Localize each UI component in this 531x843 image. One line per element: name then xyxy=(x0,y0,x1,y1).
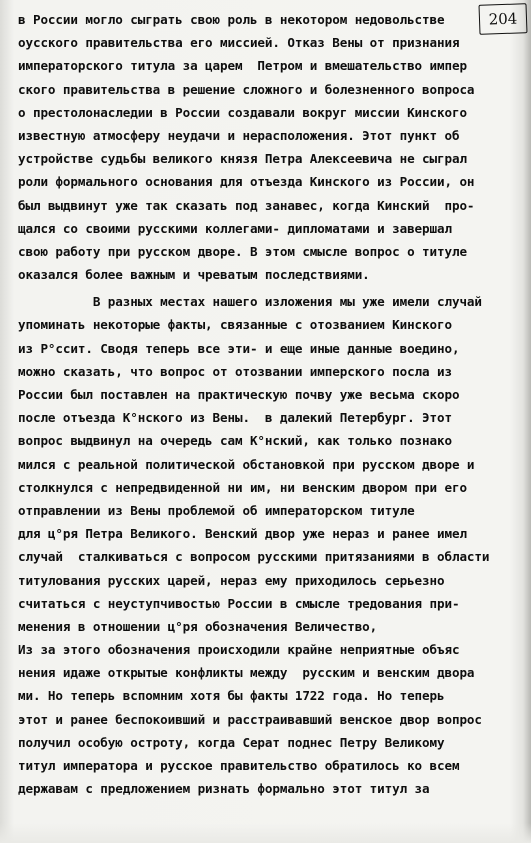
text-line: случай сталкиваться с вопросом русскими притязаниями в области xyxy=(18,549,490,565)
text-line: императорского титула за царем Петром и вмешательство импер xyxy=(18,58,467,74)
text-line: России был поставлен на практическую почву уже весьма скоро xyxy=(18,387,460,402)
text-line: был выдвинут уже так сказать под занавес, когда Кинский про- xyxy=(18,197,475,213)
text-line: считаться с неуступчивостью России в смысле тредования при- xyxy=(18,595,460,611)
text-line: столкнулся с непредвиденной ни им, ни венским двором при его xyxy=(18,479,467,495)
text-line: державам с предложением ризнать формально этот титул за xyxy=(18,781,430,797)
text-line: титулования русских царей, нераз ему приходилось серьезно xyxy=(18,572,445,588)
text-line: роли формального основания для отъезда Кинского из России, он xyxy=(18,174,475,190)
text-line: в России могло сыграть свою роль в некотором недовольстве xyxy=(18,12,445,27)
text-line: отправлении из Вены проблемой об императорском титуле xyxy=(18,502,415,518)
text-line: В разных местах нашего изложения мы уже имели случай xyxy=(18,294,482,310)
text-line: оусского правительства его миссией. Отказ Вены от признания xyxy=(18,35,460,51)
page-bottom-margin xyxy=(0,823,531,843)
text-line: Из за этого обозначения происходили крайне неприятные объяс xyxy=(18,642,460,658)
text-line: менения в отношении ц°ря обозначения Величество, xyxy=(18,618,378,634)
page-edge-shadow xyxy=(523,0,531,843)
typewritten-text xyxy=(18,8,503,800)
text-line: оказался более важным и чреватым последствиями. xyxy=(18,267,370,283)
text-line: можно сказать, что вопрос от отозвании имперского посла из xyxy=(18,363,452,379)
text-line: мился с реальной политической обстановкой при русском дворе и xyxy=(18,456,475,472)
text-line: о престолонаследии в России создавали вокруг миссии Кинского xyxy=(18,104,467,120)
text-line: известную атмосферу неудачи и нерасположения. Этот пункт об xyxy=(18,127,460,143)
text-line: вопрос выдвинул на очередь сам К°нский, как только познако xyxy=(18,433,452,449)
text-line: титул императора и русское правительство обратилось ко всем xyxy=(18,758,460,773)
paragraph-3 xyxy=(18,638,503,800)
text-line: после отъезда К°нского из Вены. в далекий Петербург. Этот xyxy=(18,410,452,426)
text-line: ми. Но теперь вспомним хотя бы факты 1722 года. Но теперь xyxy=(18,688,445,704)
text-line: получил особую остроту, когда Серат поднес Петру Великому xyxy=(18,734,445,750)
paragraph-2 xyxy=(18,290,503,638)
text-line: для ц°ря Петра Великого. Венский двор уже нераз и ранее имел xyxy=(18,526,467,542)
page-number-stamp: 204 xyxy=(478,3,527,35)
paragraph-1 xyxy=(18,8,503,286)
text-line: из Р°ссит. Сводя теперь все эти- и еще иные данные воедино, xyxy=(18,340,460,356)
text-line: нения идаже открытые конфликты между русским и венским двора xyxy=(18,665,475,681)
text-line: щался со своими русскими коллегами- дипломатами и завершал xyxy=(18,220,452,236)
text-line: упоминать некоторые факты, связанные с отозванием Кинского xyxy=(18,317,452,333)
text-line: свою работу при русском дворе. В этом смысле вопрос о титуле xyxy=(18,243,467,259)
text-line: ского правительства в решение сложного и болезненного вопроса xyxy=(18,81,475,97)
text-line: устройстве судьбы великого князя Петра Алексеевича не сыграл xyxy=(18,151,467,167)
text-line: этот и ранее беспокоивший и расстраивавший венское двор вопрос xyxy=(18,711,482,727)
